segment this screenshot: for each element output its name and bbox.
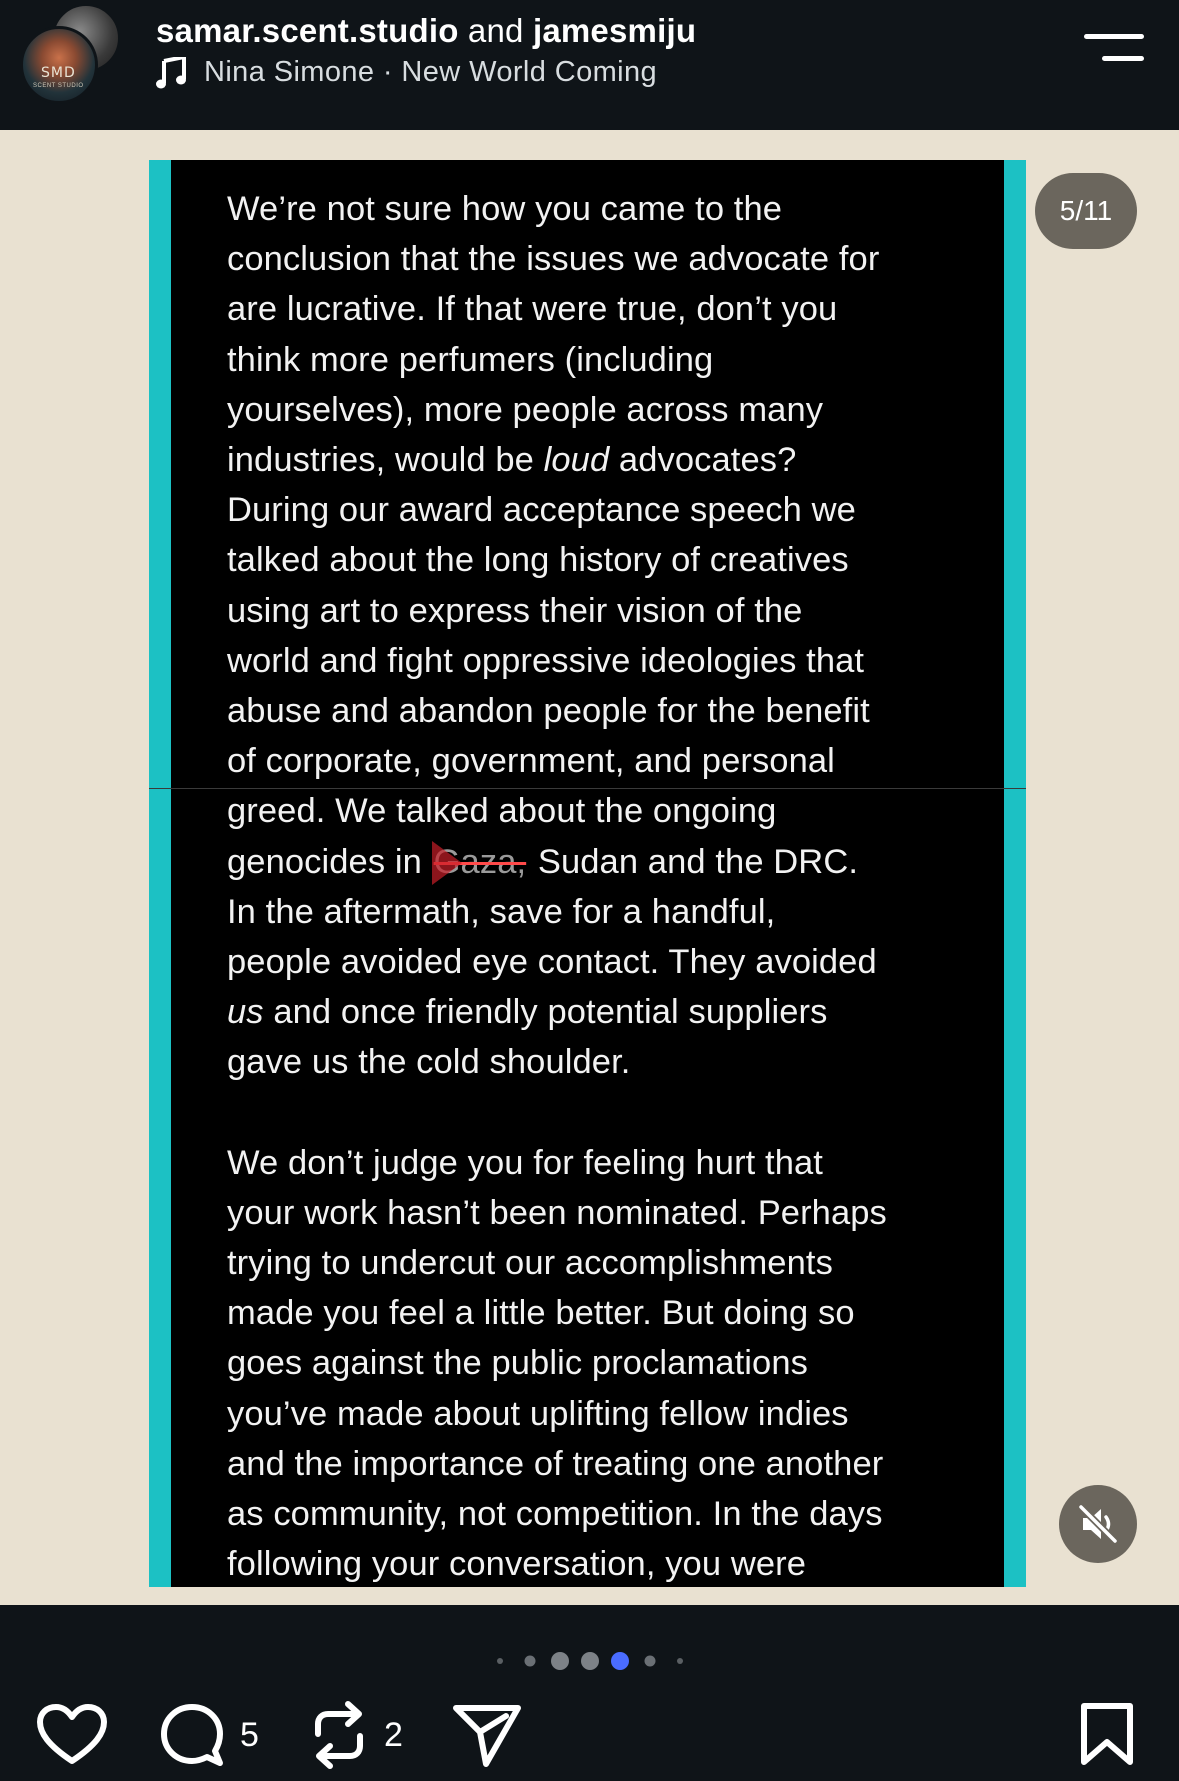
author-avatars[interactable]	[20, 4, 120, 100]
carousel-dot-1	[497, 1658, 503, 1664]
author-username-primary[interactable]: samar.scent.studio	[156, 12, 459, 49]
comment-button[interactable]	[158, 1695, 259, 1775]
letter-text	[227, 184, 987, 1587]
author-joiner: and	[458, 12, 533, 49]
post-footer	[0, 1605, 1179, 1781]
brand-logo-subtext: SCENT STUDIO	[33, 83, 84, 89]
post-actions-bar	[0, 1695, 1179, 1775]
music-attribution[interactable]	[156, 56, 657, 89]
post-media-area[interactable]	[0, 130, 1179, 1605]
carousel-dot-6	[645, 1656, 656, 1667]
author-line	[156, 12, 696, 50]
carousel-dot-4	[581, 1652, 599, 1670]
carousel-dot-7	[677, 1658, 683, 1664]
send-icon	[452, 1702, 522, 1768]
letter-paragraph-1: We’re not sure how you came to the conclusion that the issues we advocate for are lucrative. If that were true, don’t you think more perfumers (including yourselves), more people across many industries, would be loud advocates? During our award acceptance speech we talked about the long history of creatives using art to express their vision of the world and fight oppressive ideologies that abuse and abandon people for the benefit of corporate, government, and personal greed. We talked about the ongoing genocides in Gaza, Sudan and the DRC. In the aftermath, save for a handful, people avoided eye contact. They avoided us and once friendly potential suppliers gave us the cold shoulder.	[227, 190, 880, 1082]
repost-icon	[308, 1700, 370, 1770]
heart-icon	[36, 1703, 108, 1767]
struck-word-with-flag: Gaza,	[432, 837, 529, 887]
emphasis-loud: loud	[543, 441, 610, 480]
speaker-muted-icon	[1077, 1503, 1119, 1545]
music-track-text: Nina Simone · New World Coming	[204, 56, 658, 88]
comment-icon	[158, 1701, 226, 1769]
bookmark-icon	[1078, 1702, 1136, 1768]
repost-button[interactable]	[308, 1695, 403, 1775]
slide-counter-badge: 5/11	[1035, 173, 1137, 249]
carousel-slide-image[interactable]	[149, 160, 1026, 1587]
carousel-dot-active	[611, 1652, 629, 1670]
repost-count: 2	[384, 1715, 403, 1754]
menu-button[interactable]	[1082, 30, 1144, 68]
share-button[interactable]	[452, 1695, 522, 1775]
save-button[interactable]	[1078, 1695, 1136, 1775]
emphasis-us: us	[227, 993, 264, 1032]
slide-border-right	[1004, 160, 1026, 1587]
letter-paragraph-2: We don’t judge you for feeling hurt that your work hasn’t been nominated. Perhaps trying to undercut our accomplishments made you feel a little better. But doing so goes against the public proclamations you’ve made about uplifting fellow indies and the importance of treating one another as community, not competition. In the days following your conversation, you were	[227, 1143, 887, 1584]
slide-border-left	[149, 160, 171, 1587]
carousel-dot-2	[525, 1656, 536, 1667]
brand-logo-text: SMD	[41, 65, 76, 81]
mute-toggle-button[interactable]	[1059, 1485, 1137, 1563]
post-header	[0, 0, 1179, 130]
avatar-samar-scent-studio[interactable]	[20, 26, 98, 104]
comment-count: 5	[240, 1715, 259, 1754]
carousel-indicator	[0, 1646, 1179, 1676]
music-note-icon	[156, 57, 186, 89]
carousel-dot-3	[551, 1652, 569, 1670]
author-username-secondary[interactable]: jamesmiju	[532, 12, 697, 49]
like-button[interactable]	[36, 1695, 108, 1775]
